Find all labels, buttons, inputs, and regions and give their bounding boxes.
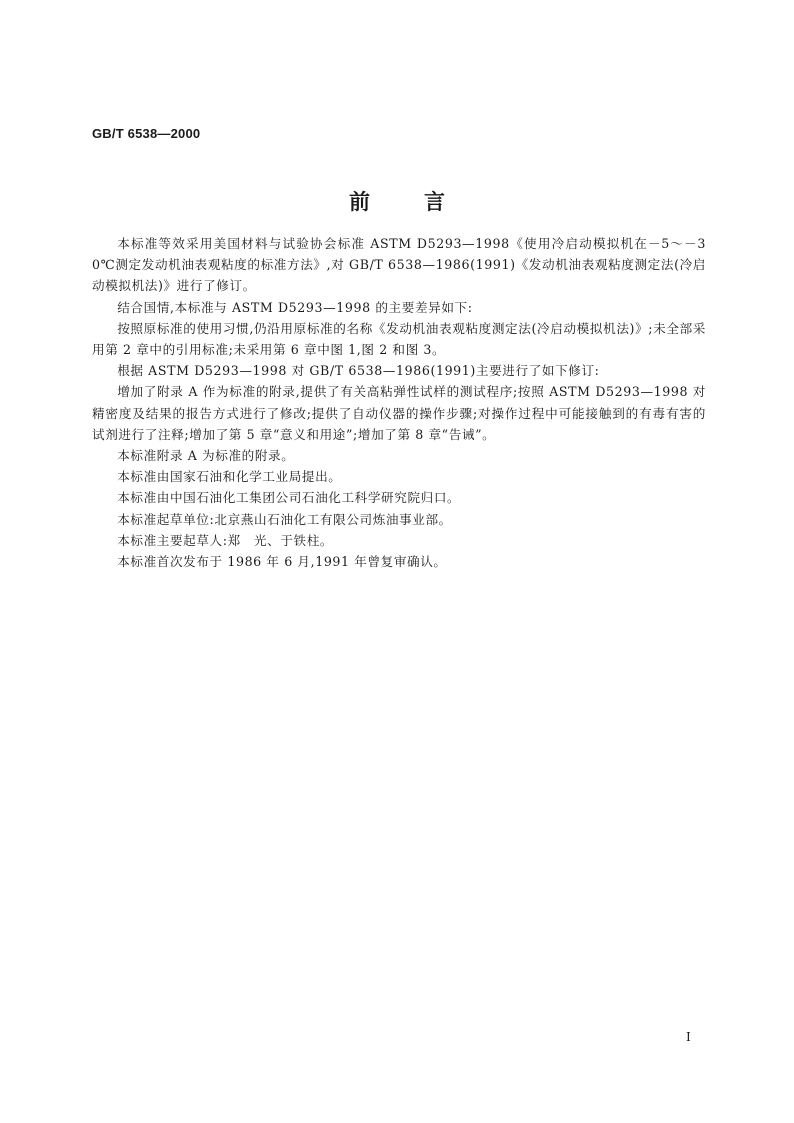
paragraph: 按照原标准的使用习惯,仍沿用原标准的名称《发动机油表观粘度测定法(冷启动模拟机法)》;未全部采用第 2 章中的引用标准;未采用第 6 章中图 1,图 2 和图 3。 (92, 320, 706, 358)
paragraph: 增加了附录 A 作为标准的附录,提供了有关高粘弹性试样的测试程序;按照 ASTM D5293—1998 对精密度及结果的报告方式进行了修改;提供了自动仪器的操作步骤;对操作过程中可能接触到的有毒有害的试剂进行了注释;增加了第 5 章“意义和用途”;增加了第 8 章“告诫”。 (92, 384, 706, 442)
foreword-body (92, 233, 706, 572)
paragraph: 结合国情,本标准与 ASTM D5293—1998 的主要差异如下: (117, 299, 473, 315)
paragraph: 本标准附录 A 为标准的附录。 (117, 448, 295, 464)
paragraph: 本标准由国家石油和化学工业局提出。 (117, 469, 342, 485)
paragraph: 本标准由中国石油化工集团公司石油化工科学研究院归口。 (117, 490, 461, 506)
page-title: 前言 (349, 190, 499, 214)
paragraph: 本标准首次发布于 1986 年 6 月,1991 年曾复审确认。 (117, 554, 447, 570)
page-number: I (686, 1030, 691, 1044)
paragraph: 本标准主要起草人:郑 光、于铁柱。 (117, 532, 334, 548)
standard-code: GB/T 6538—2000 (92, 126, 201, 141)
paragraph: 本标准等效采用美国材料与试验协会标准 ASTM D5293—1998《使用冷启动模拟机在－5～－30℃测定发动机油表观粘度的标准方法》,对 GB/T 6538—1986(1991)《发动机油表观粘度测定法(冷启动模拟机法)》进行了修订。 (92, 236, 706, 294)
paragraph: 本标准起草单位:北京燕山石油化工有限公司炼油事业部。 (117, 511, 452, 527)
paragraph: 根据 ASTM D5293—1998 对 GB/T 6538—1986(1991)主要进行了如下修订: (117, 363, 600, 379)
